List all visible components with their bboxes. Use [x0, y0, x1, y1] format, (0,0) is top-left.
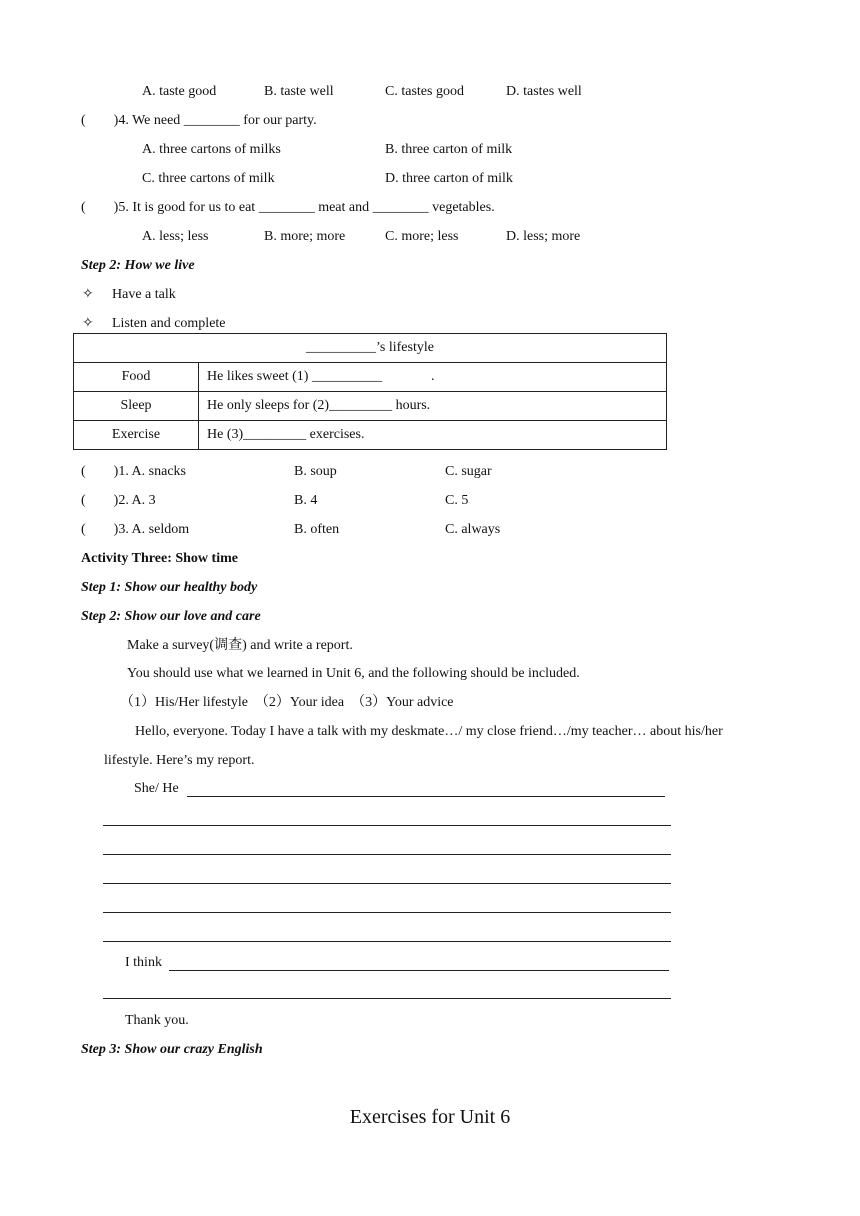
writing-line[interactable] [103, 825, 671, 826]
writing-line[interactable] [103, 883, 671, 884]
row-content-exercise: He (3)_________ exercises. [199, 421, 667, 450]
q3-option-c: C. tastes good [385, 84, 464, 99]
table-row [74, 421, 667, 450]
row-label-exercise: Exercise [74, 421, 199, 450]
q5-option-d: D. less; more [506, 229, 581, 244]
lifestyle-table [73, 333, 667, 450]
table-row [74, 363, 667, 392]
row-label-food: Food [74, 363, 199, 392]
page-title: Exercises for Unit 6 [349, 1106, 511, 1128]
q5-stem: ( )5. It is good for us to eat ________ meat and ________ vegetables. [81, 200, 495, 215]
q4-option-b: B. three carton of milk [385, 142, 513, 157]
survey-instruction: Make a survey(调查) and write a report. [127, 638, 353, 653]
step2-heading: Step 2: How we live [81, 258, 195, 273]
q3-option-b: B. taste well [264, 84, 334, 99]
step1-heading: Step 1: Show our healthy body [81, 580, 258, 595]
writing-line[interactable] [103, 941, 671, 942]
i-think-label: I think [125, 955, 162, 970]
writing-line[interactable] [103, 854, 671, 855]
q4-option-a: A. three cartons of milks [142, 142, 281, 157]
thank-you: Thank you. [125, 1013, 189, 1028]
usage-instruction: You should use what we learned in Unit 6, and the following should be included. [127, 666, 580, 681]
row-label-sleep: Sleep [74, 392, 199, 421]
q5-option-b: B. more; more [264, 229, 346, 244]
activity-three-heading: Activity Three: Show time [81, 551, 238, 566]
listen-q3-option-c: C. always [445, 522, 501, 537]
bullet-listen-complete: Listen and complete [112, 316, 226, 331]
listen-q1: ( )1. A. snacks [81, 464, 186, 479]
listen-q2-option-b: B. 4 [294, 493, 318, 508]
bullet-have-a-talk: Have a talk [112, 287, 176, 302]
row-content-sleep: He only sleeps for (2)_________ hours. [199, 392, 667, 421]
listen-q1-option-b: B. soup [294, 464, 337, 479]
table-header: __________’s lifestyle [74, 334, 667, 363]
writing-line[interactable] [169, 970, 669, 971]
bullet-icon: ✧ [82, 287, 94, 302]
q3-option-d: D. tastes well [506, 84, 582, 99]
row-content-food: He likes sweet (1) __________ . [199, 363, 667, 392]
q5-option-c: C. more; less [385, 229, 459, 244]
writing-line[interactable] [187, 796, 665, 797]
q4-option-c: C. three cartons of milk [142, 171, 275, 186]
she-he-label: She/ He [134, 781, 179, 796]
writing-line[interactable] [103, 998, 671, 999]
report-intro-line2: lifestyle. Here’s my report. [104, 753, 255, 768]
q3-option-a: A. taste good [142, 84, 217, 99]
writing-line[interactable] [103, 912, 671, 913]
q5-option-a: A. less; less [142, 229, 209, 244]
listen-q2: ( )2. A. 3 [81, 493, 156, 508]
table-header-row [74, 334, 667, 363]
listen-q3-option-b: B. often [294, 522, 340, 537]
listen-q1-option-c: C. sugar [445, 464, 492, 479]
report-intro-line1: Hello, everyone. Today I have a talk with my deskmate…/ my close friend…/my teacher… about his/her [135, 724, 723, 739]
bullet-icon: ✧ [82, 316, 94, 331]
q4-option-d: D. three carton of milk [385, 171, 513, 186]
step3-heading: Step 3: Show our crazy English [81, 1042, 263, 1057]
listen-q3: ( )3. A. seldom [81, 522, 190, 537]
included-items: （1）His/Her lifestyle （2）Your idea （3）Your advice [120, 695, 454, 710]
table-row [74, 392, 667, 421]
q4-stem: ( )4. We need ________ for our party. [81, 113, 317, 128]
step2-love-heading: Step 2: Show our love and care [81, 609, 261, 624]
listen-q2-option-c: C. 5 [445, 493, 469, 508]
